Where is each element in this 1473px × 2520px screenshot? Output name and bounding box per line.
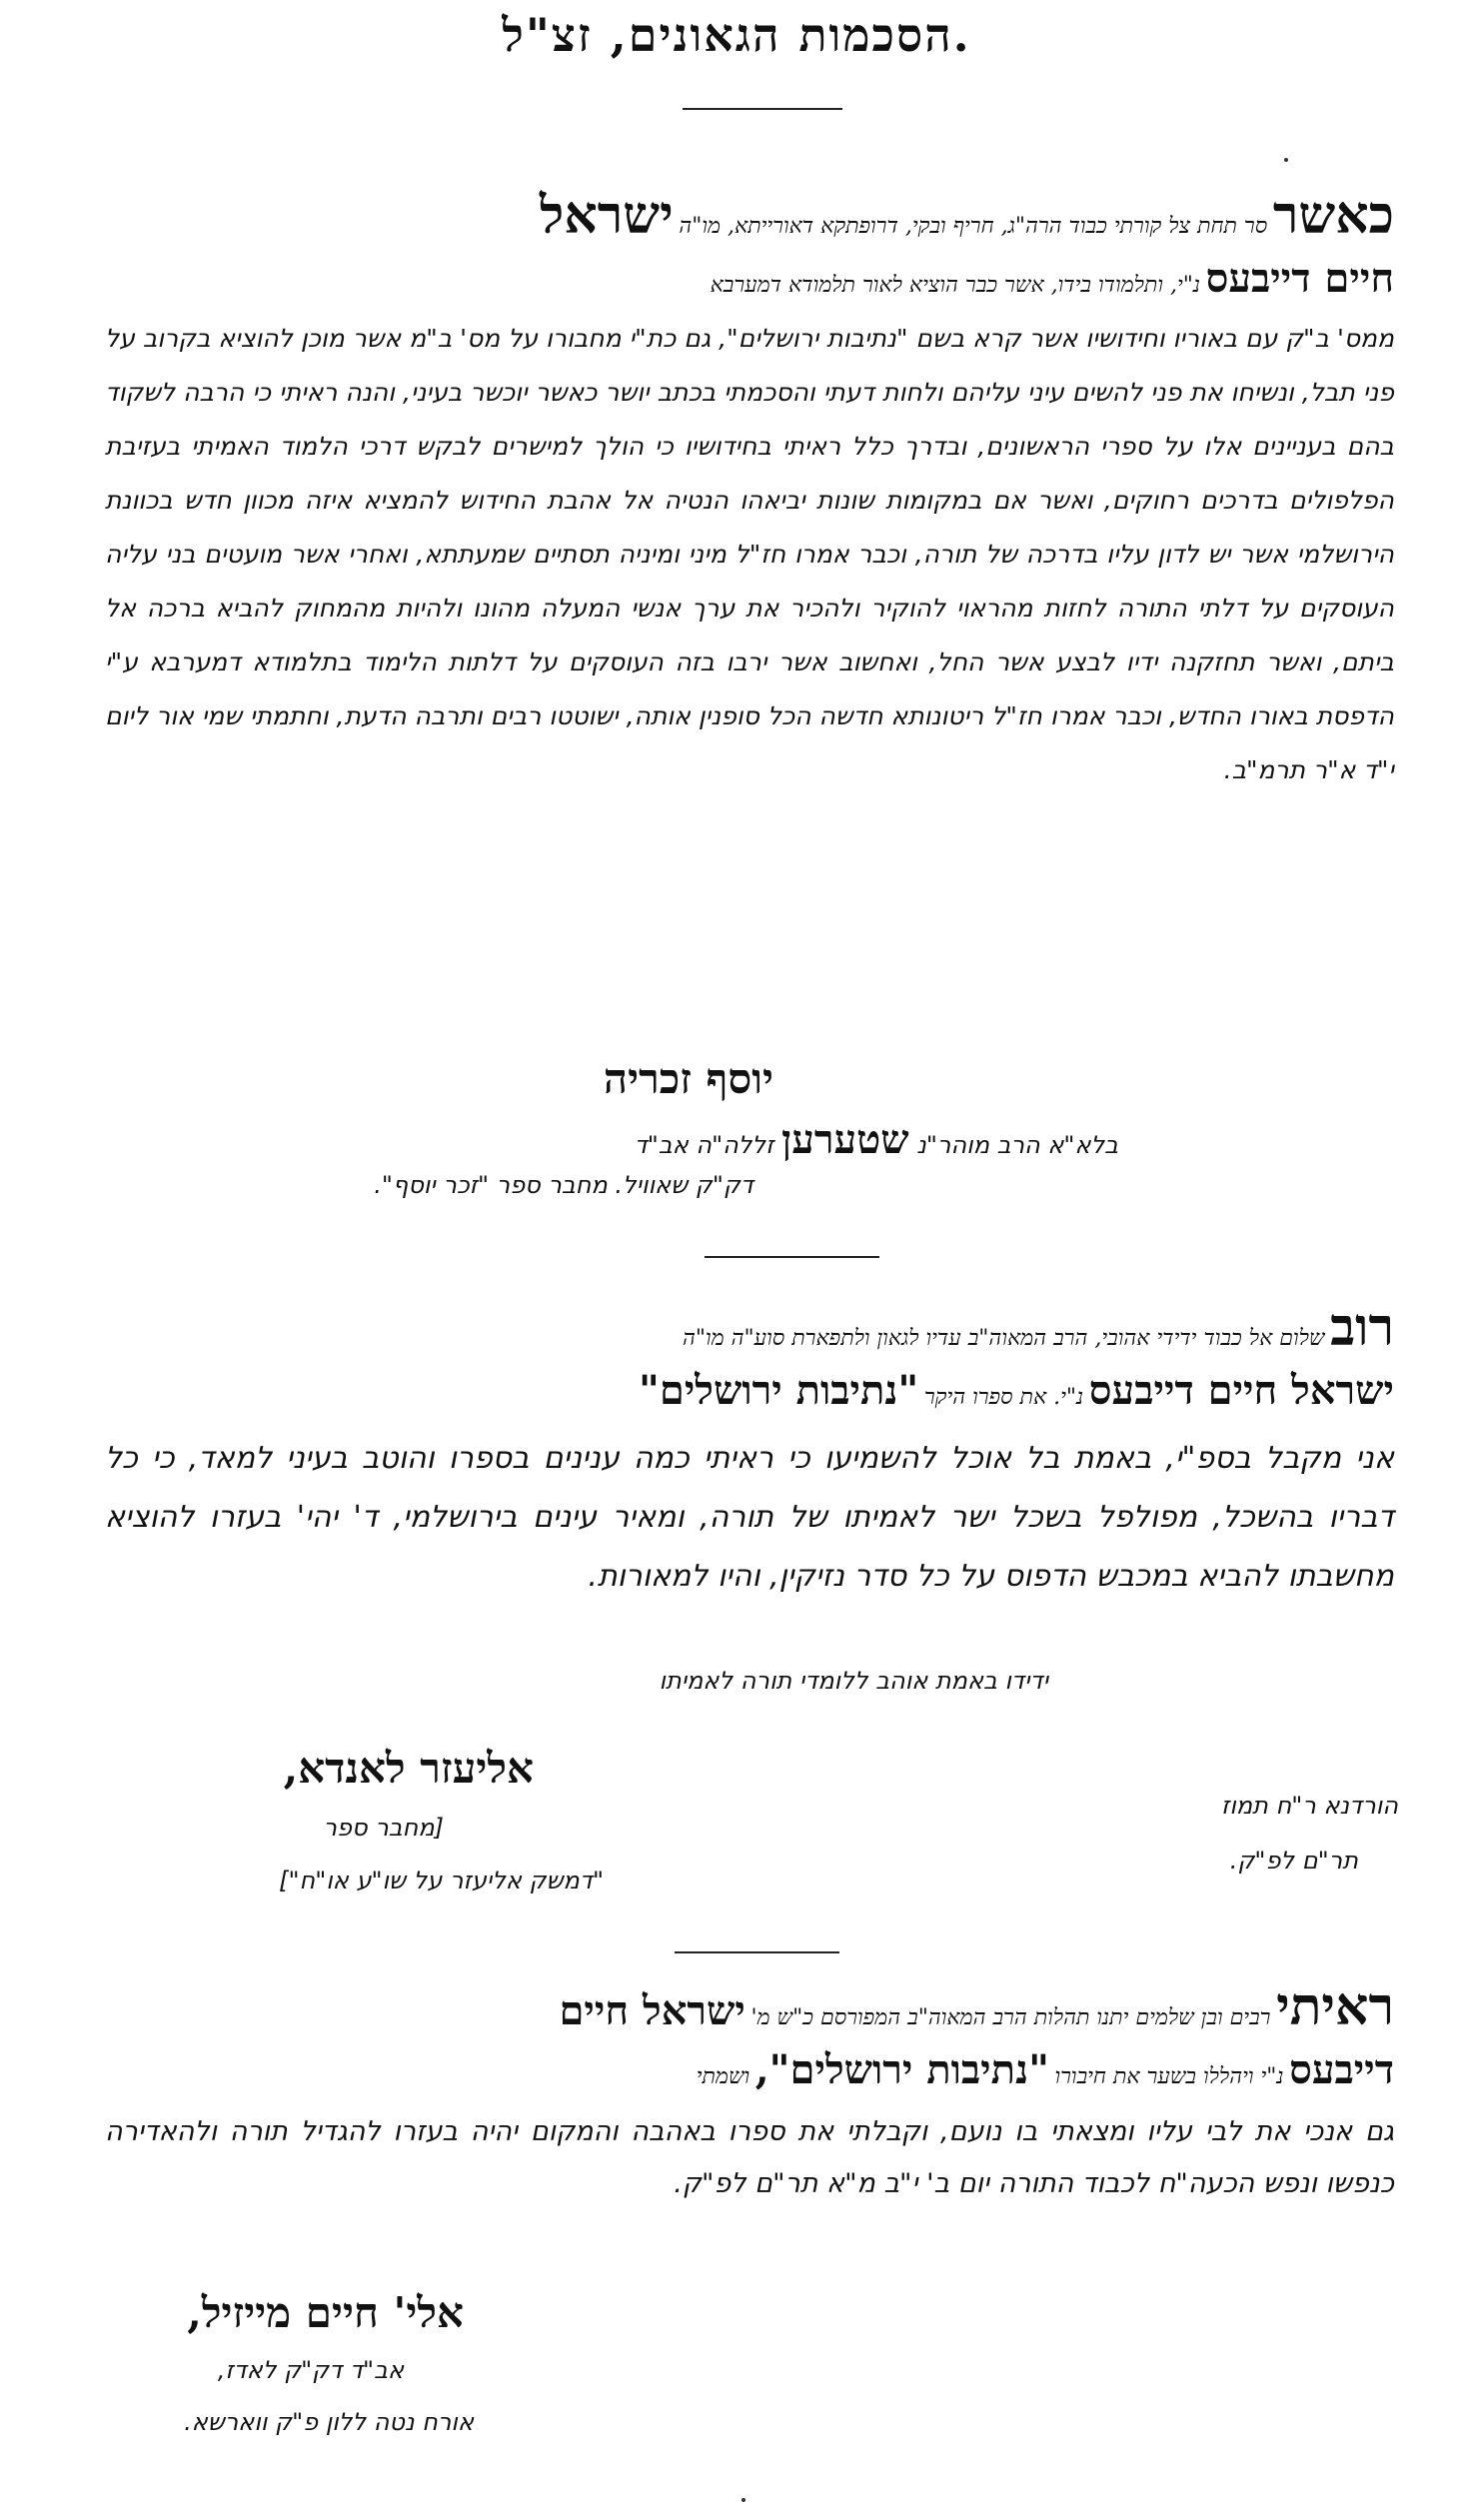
letter1-signature-name: יוסף זכריה [603,1054,773,1103]
letter2-second-line [105,1367,1394,1427]
letter1-line2-text: נ"י, ותלמודו בידו, אשר כבר הוציא לאור תלמודא דמערבא [710,273,1200,298]
letter2-closing: ידידו באמת אוהב ללומדי תורה לאמיתו [659,1667,1048,1695]
letter3-line2-end: ושמתי [696,2064,750,2089]
page-title: הסכמות הגאונים, זצ"ל. [502,8,971,62]
letter1-signature-family: שטערען [781,1116,909,1163]
letter1-signature-line1 [635,1116,1118,1163]
letter1-signature-suffix: זללה"ה אב"ד [634,1131,774,1159]
letter1-line2-name: חיים דייבעס [1205,255,1394,302]
letter1-signature-line2: דק"ק שאוויל. מחבר ספר "זכר יוסף". [374,1171,753,1199]
letter2-line2-text: נ"י. את ספרו היקר [923,1385,1084,1410]
letter3-lead-word: ראיתי [1276,1976,1394,2037]
letter1-line1-text: סר תחת צל קורתי כבוד הרה"ג, חריף ובקי, דרופתקא דאורייתא, מו"ה [679,214,1268,239]
letter3-line1-text: רבים ובן שלמים יתנו תהלות הרב המאוה"ב המפורסם כ"ש מ' [750,2005,1271,2030]
letter2-line2-name: ישראל חיים דייבעס [1088,1367,1394,1414]
letter2-body: אני מקבל בספ"י, באמת בל אוכל להשמיעו כי ראיתי כמה ענינים בספרו והוטב בעיני למאד, כי כל דבריו בהשכל, מפולפל בשכל ישר לאמיתו של תורה, ומאיר עינים בירושלמי, ד' יהי' בעזרו להוציא מחשבתו להביא במכבש הדפוס על כל סדר נזיקין, והיו למאורות. [105,1441,1394,1594]
letter1-lead-word: כאשר [1272,185,1394,246]
letter3-line1-name: ישראל חיים [559,1987,745,2034]
letter1-divider [705,1256,879,1258]
title-divider [683,108,842,110]
letter2-signature-line2: "דמשק אליעזר על שו"ע או"ח"] [279,1867,604,1894]
letter3-signature-line1: אב"ד דק"ק לאדז, [217,2356,404,2384]
ink-speck [1284,158,1288,162]
letter2-divider [675,1951,839,1953]
letter3-signature-line2: אורח נטה ללון פ"ק ווארשא. [184,2408,474,2436]
letter3-line2-text: נ"י ויהללו בשער את חיבורו [1054,2064,1284,2089]
letter1-line1-name: ישראל [540,185,674,246]
letter2-signature-name: אליעזר לאנדא, [283,1744,534,1793]
letter2-signature-line1: [מחבר ספר [323,1814,444,1842]
letter2-opening [105,1297,1394,1367]
letter1-second-line [105,255,1394,315]
letter3-signature-name: אלי' חיים מייזיל, [187,2288,464,2337]
letter2-place-line1: הורדנא ר"ח תמוז [1221,1792,1398,1820]
ink-speck [741,2498,745,2502]
letter3-second-line [105,2046,1394,2106]
letter2-place-line2: תר"ם לפ"ק. [1229,1847,1358,1875]
letter2-book-title: "נתיבות ירושלים" [639,1367,919,1414]
letter2-line1-text: שלום אל כבוד ידידי אהובי, הרב המאוה"ב עדיו לגאון ולתפארת סוע"ה מו"ה [682,1326,1325,1351]
letter2-lead-word: רוב [1330,1297,1394,1358]
letter3-body: גם אנכי את לבי עליו ומצאתי בו נועם, וקבלתי את ספרו באהבה והמקום יהיה בעזרו להגדיל תורה ולהאדירה כנפשו ונפש הכעה"ח לכבוד התורה יום ב' י"ב מ"א תר"ם לפ"ק. [105,2116,1394,2199]
letter1-signature-prefix: בלא"א הרב מוהר"נ [916,1131,1118,1159]
letter3-line2-name: דייבעס [1289,2046,1394,2093]
letter3-opening [105,1976,1394,2046]
letter1-body: ממס' ב"ק עם באוריו וחידושיו אשר קרא בשם "נתיבות ירושלים", גם כת"י מחבורו על מס' ב"מ אשר מוכן להוציא בקרוב על פני תבל, ונשיחו את פני להשים עיני עליהם ולחות דעתי והסכמתי בכתב יושר כאשר יוכשר בעיני, והנה ראיתי כי הרבה לשקוד בהם בעניינים אלו על ספרי הראשונים, ובדרך כלל ראיתי בחידושיו כי הולך למישרים לבקש דרכי הלמוד האמיתי בעזיבת הפלפולים בדרכים רחוקים, ואשר אם במקומות שונות יביאהו הנטיה אל אהבת החידוש להמציא איזה מכוון חדש בכוונת הירושלמי אשר יש לדון עליו בדרכה של תורה, וכבר אמרו חז"ל מיני ומיניה תסתיים שמעתתא, ואחרי אשר מועטים בני עליה העוסקים על דלתי התורה לחזות מהראוי להוקיר ולהכיר את ערך אנשי המעלה מהונו ולהיות מהמחוק להביא ברכה אל ביתם, ואשר תחזקנה ידיו לבצע אשר החל, ואחשוב אשר ירבו בזה העוסקים על דלתות הלימוד בתלמודא דמערבא ע"י הדפסת באורו החדש, וכבר אמרו חז"ל ריטונותא חדשה הכל סופנין אותה, ישוטטו רבים ותרבה הדעת, וחתמתי שמי אור ליום י"ד א"ר תרמ"ב. [105,324,1394,784]
letter3-book-title: "נתיבות ירושלים", [754,2046,1049,2093]
letter1-opening [105,185,1394,255]
